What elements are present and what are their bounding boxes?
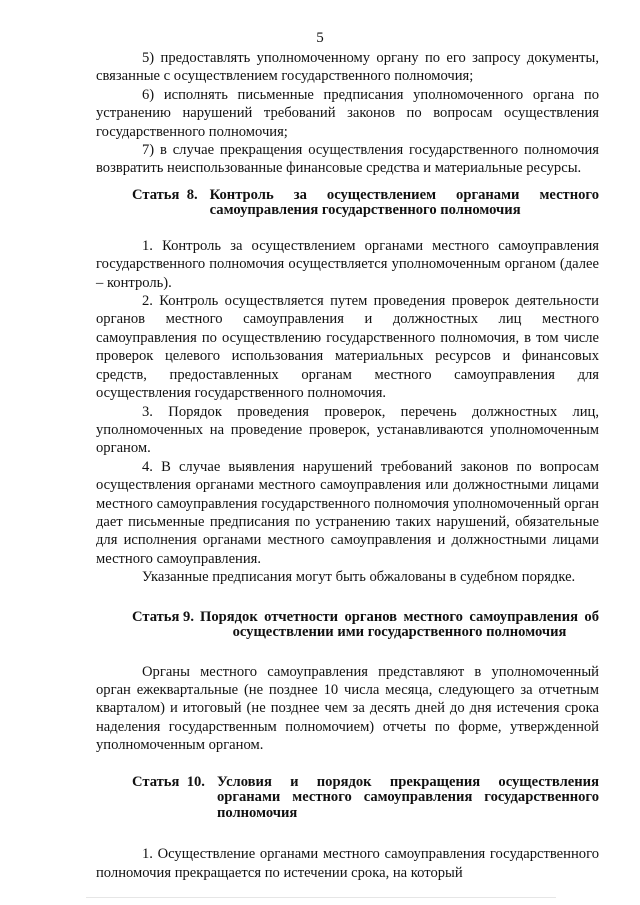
article-8-paragraph-4: 4. В случае выявления нарушений требований законов по вопросам осуществления органами местного самоуправления или должностными лицами местного самоуправления государственного полномочия уполномоченный орган дает письменные предписания по устранению таких нарушений, обязательные для исполнения органами местного самоуправления и должностными лицами местного самоуправления. <box>96 458 599 567</box>
article-8-paragraph-1: 1. Контроль за осуществлением органами местного самоуправления государственного полномочия осуществляется уполномоченным органом (далее – контроль). <box>96 237 599 291</box>
paragraph-item-6: 6) исполнять письменные предписания уполномоченного органа по устранению нарушений требований законов по вопросам осуществления государственного полномочия; <box>96 86 599 140</box>
article-8-label: Статья 8. <box>132 186 198 203</box>
article-8-paragraph-5: Указанные предписания могут быть обжалованы в судебном порядке. <box>142 569 576 586</box>
article-10-title: Условия и порядок прекращения осуществления органами местного самоуправления государственного полномочия <box>216 773 599 821</box>
article-8-paragraph-2: 2. Контроль осуществляется путем проведения проверок деятельности органов местного самоуправления и должностных лиц местного самоуправления по осуществлению государственного полномочия, в том числе проверок целевого использования материальных ресурсов и финансовых средств, предоставленных органам местного самоуправления для осуществления государственного полномочия. <box>96 293 599 402</box>
paragraph-item-5: 5) предоставлять уполномоченному органу по его запросу документы, связанные с осуществлением государственного полномочия; <box>96 50 599 85</box>
article-9-heading <box>96 610 599 641</box>
page-number: 5 <box>316 30 324 46</box>
article-8-paragraph-3: 3. Порядок проведения проверок, перечень должностных лиц, уполномоченных на проведение проверок, устанавливаются уполномоченным органом. <box>96 403 599 457</box>
paragraph-item-7: 7) в случае прекращения осуществления государственного полномочия возвратить неиспользованные финансовые средства и материальные ресурсы. <box>96 142 599 177</box>
article-9-paragraph-1: Органы местного самоуправления представляют в уполномоченный орган ежеквартальные (не позднее 10 числа месяца, следующего за отчетным кварталом) и итоговый (не позднее чем за десять дней до дня истечения срока наделения государственным полномочием) отчеты по форме, утвержденной уполномоченным органом. <box>96 663 599 754</box>
document-body <box>96 49 599 882</box>
article-8-title: Контроль за осуществлением органами местного самоуправления государственного полномочия <box>209 186 599 219</box>
article-9-label: Статья 9. <box>132 608 194 625</box>
article-10-heading <box>96 775 599 822</box>
article-8-heading <box>96 188 599 219</box>
article-9-title: Порядок отчетности органов местного самоуправления об осуществлении ими государственного полномочия <box>200 608 599 641</box>
article-10-label: Статья 10. <box>132 773 205 790</box>
article-10-paragraph-1: 1. Осуществление органами местного самоуправления государственного полномочия прекращается по истечении срока, на который <box>96 846 599 881</box>
page-bottom-edge <box>86 897 556 898</box>
